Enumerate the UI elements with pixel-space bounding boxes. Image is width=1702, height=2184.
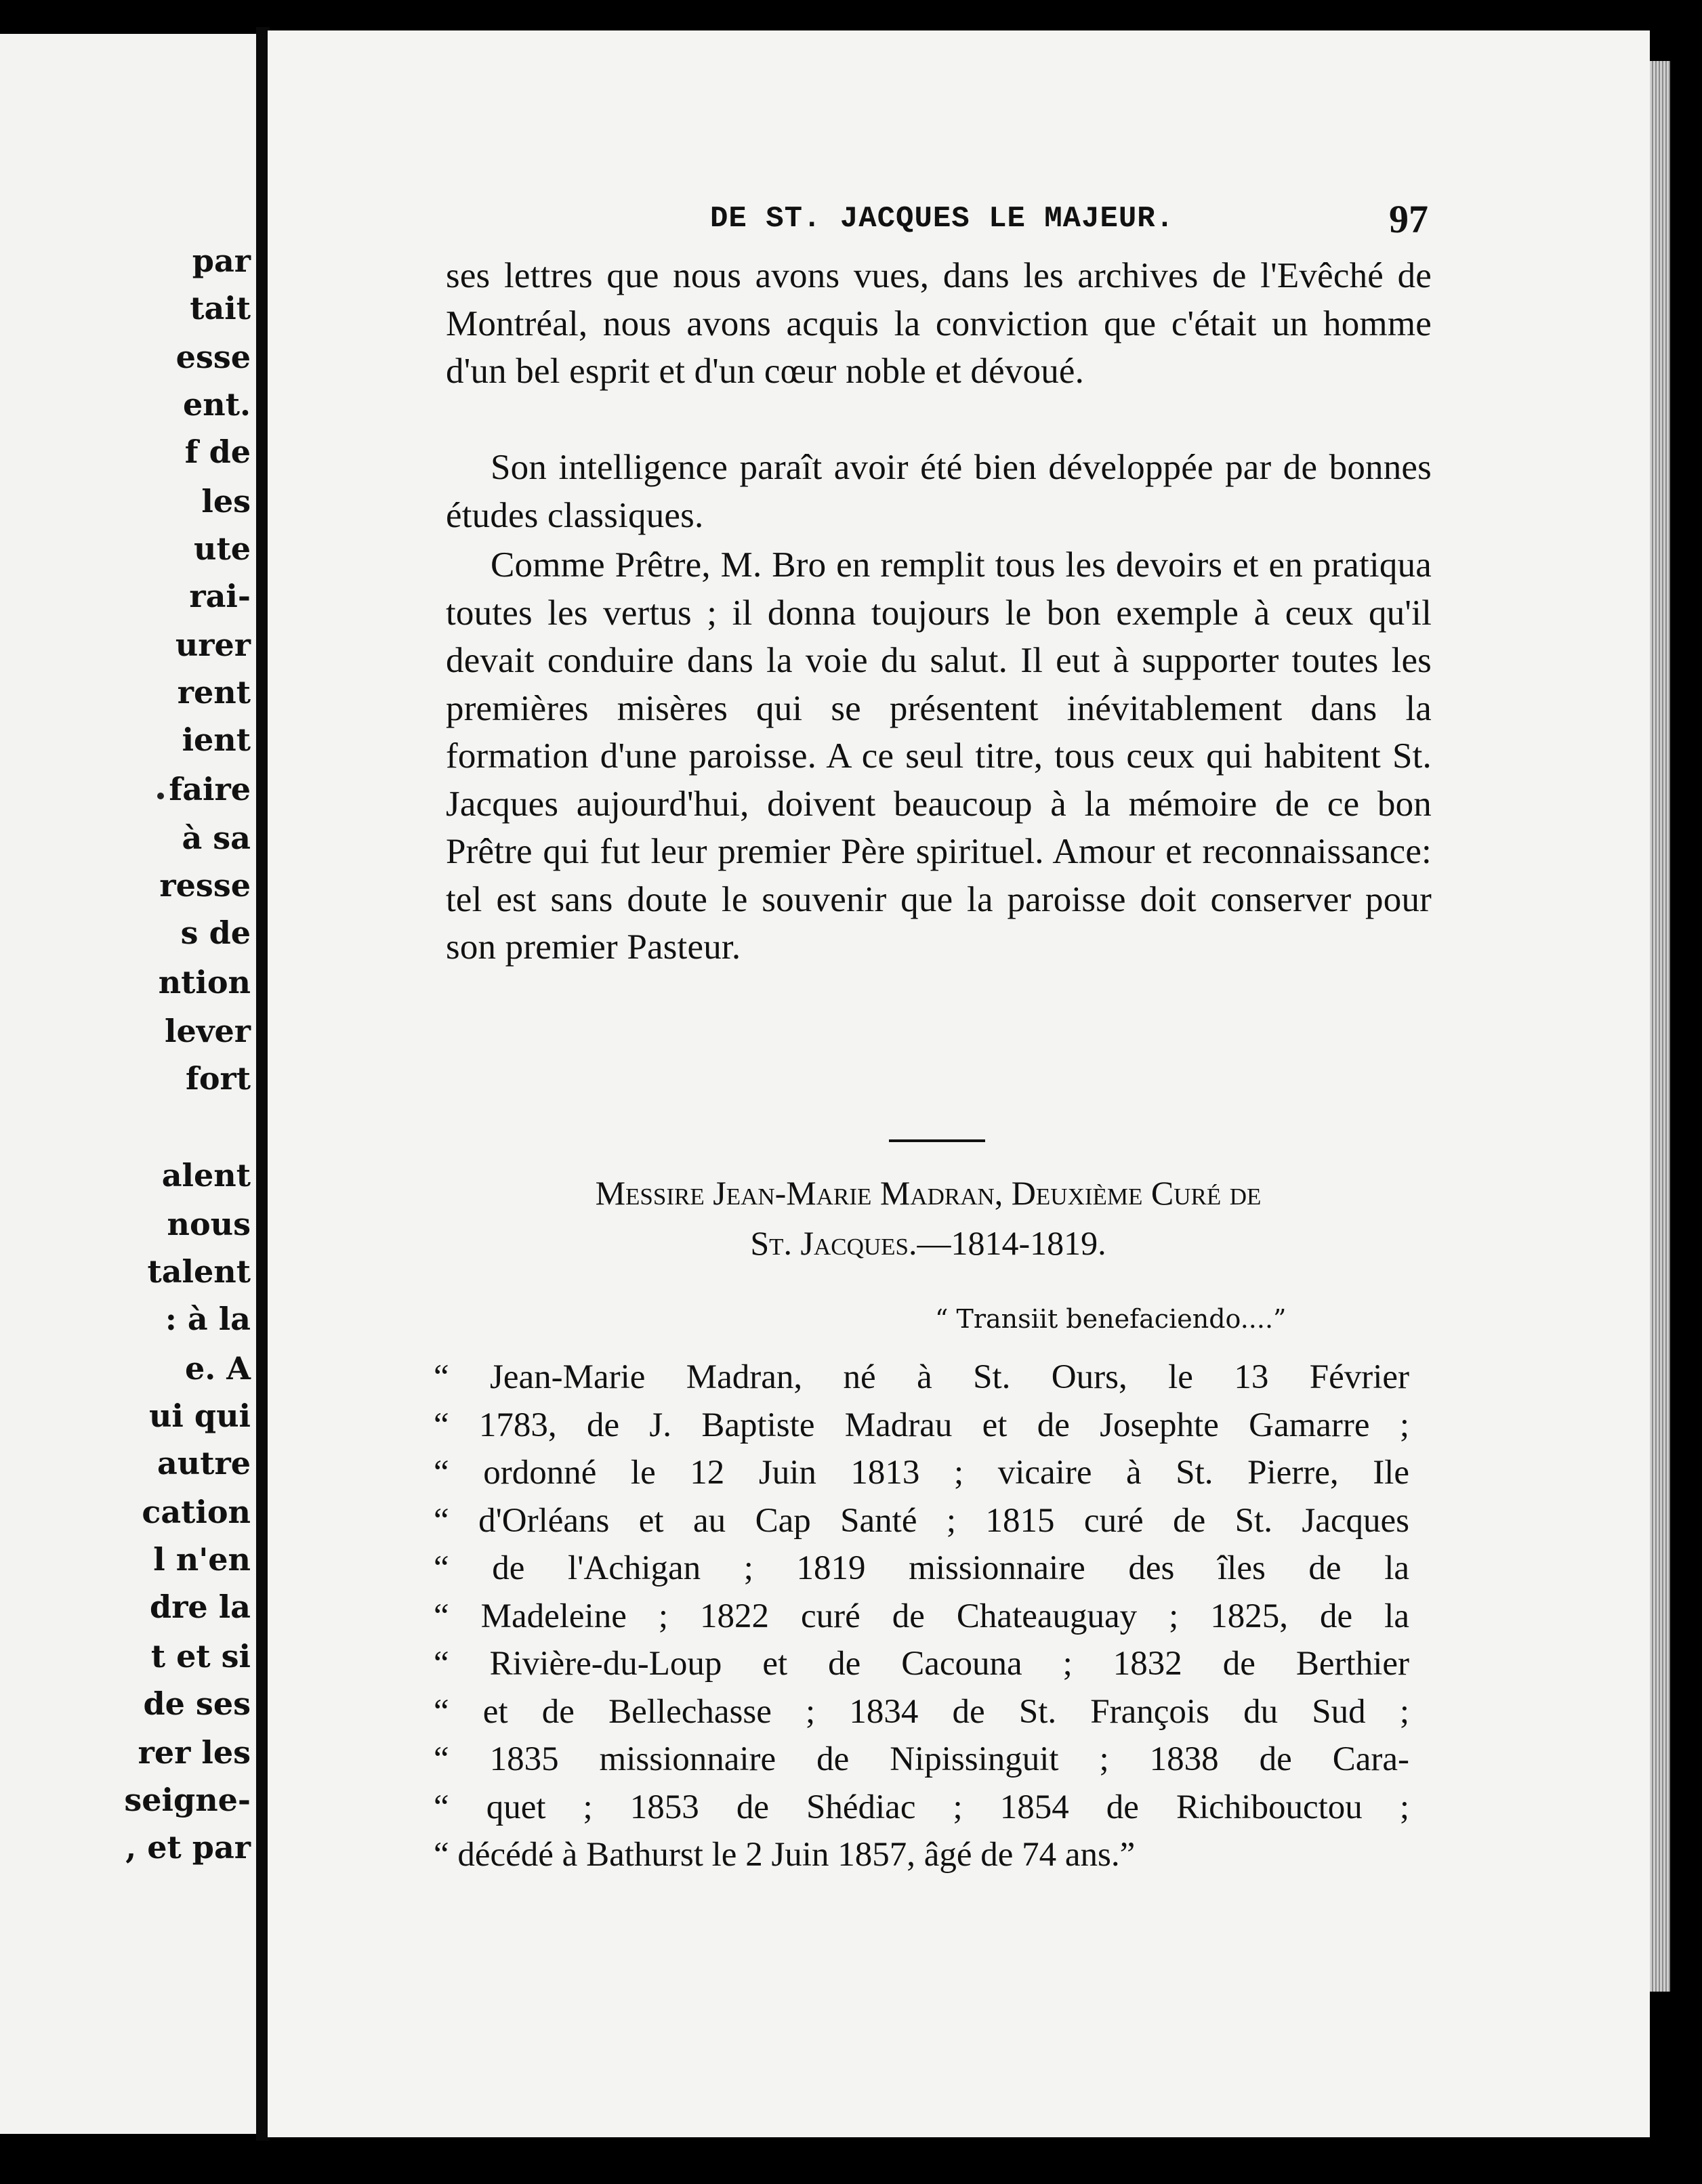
left-page-fragment-line: : à la: [165, 1301, 251, 1337]
ink-speck: [157, 793, 164, 799]
left-page-fragment-line: tait: [190, 290, 251, 327]
left-page-fragment-line: ient: [182, 721, 251, 758]
left-page-fragment-line: faire: [169, 771, 251, 807]
running-title: DE ST. JACQUES LE MAJEUR.: [710, 202, 1175, 236]
epigraph: “ Transiit benefaciendo....”: [935, 1304, 1287, 1334]
left-page-fragment-line: de ses: [143, 1685, 251, 1722]
left-page-fragment-line: lever: [165, 1013, 251, 1049]
left-page-fragment-line: alent: [161, 1157, 251, 1194]
left-page-fragment-line: les: [201, 483, 251, 520]
quote-line: “ d'Orléans et au Cap Santé ; 1815 curé de St. Jacques: [434, 1501, 1409, 1540]
quote-line: “ de l'Achigan ; 1819 missionnaire des îles de la: [434, 1549, 1409, 1587]
left-page-fragment-line: ntion: [158, 964, 251, 1001]
quote-line: “ décédé à Bathurst le 2 Juin 1857, âgé de 74 ans.”: [434, 1836, 1136, 1874]
section-divider: [889, 1139, 985, 1142]
left-page-fragment-line: f de: [184, 434, 251, 470]
left-page-fragment-line: dre la: [150, 1589, 251, 1625]
left-page-fragment: [0, 34, 268, 2134]
section-heading-line-2: St. Jacques.—1814-1819.: [750, 1224, 1106, 1262]
quote-line: “ 1835 missionnaire de Nipissinguit ; 1838 de Cara-: [434, 1740, 1409, 1778]
quote-line: “ 1783, de J. Baptiste Madrau et de Josephte Gamarre ;: [434, 1406, 1409, 1444]
left-page-fragment-line: , et par: [125, 1829, 251, 1866]
page-edge: [1650, 61, 1670, 1992]
page-number: 97: [1389, 197, 1428, 241]
quote-line: “ ordonné le 12 Juin 1813 ; vicaire à St. Pierre, Ile: [434, 1454, 1409, 1492]
paragraph-1: ses lettres que nous avons vues, dans les archives de l'Evêché de Montréal, nous avons acquis la conviction que c'était un homme d'un bel esprit et d'un cœur noble et dévoué.: [446, 256, 1432, 391]
quote-line: “ et de Bellechasse ; 1834 de St. François du Sud ;: [434, 1692, 1409, 1731]
left-page-fragment-line: cation: [142, 1494, 251, 1530]
left-page-fragment-line: nous: [167, 1206, 251, 1242]
left-page-fragment-line: ute: [194, 530, 251, 567]
left-page-fragment-line: rer les: [138, 1734, 251, 1771]
left-page-fragment-line: ui qui: [148, 1398, 251, 1434]
section-heading-line-1: Messire Jean-Marie Madran, Deuxième Curé de: [595, 1174, 1262, 1212]
left-page-fragment-line: t et si: [150, 1638, 251, 1675]
left-page-fragment-line: autre: [157, 1445, 251, 1482]
left-page-fragment-line: rent: [177, 674, 251, 711]
left-page-fragment-line: ent.: [183, 386, 251, 423]
left-page-fragment-line: resse: [159, 867, 251, 904]
left-page-fragment-line: e. A: [185, 1350, 251, 1387]
left-page-fragment-line: s de: [180, 915, 251, 951]
left-page-fragment-line: talent: [147, 1253, 251, 1290]
left-page-fragment-line: urer: [175, 627, 251, 663]
left-page-fragment-line: rai-: [189, 578, 251, 614]
paragraph-3: Comme Prêtre, M. Bro en remplit tous les devoirs et en pratiqua toutes les vertus ; il donna toujours le bon exemple à ceux qu'il devait conduire dans la voie du salut. Il eut à supporter toutes les premières misères qui se présentent inévitablement dans la formation d'une paroisse. A ce seul titre, tous ceux qui habitent St. Jacques aujourd'hui, doivent beaucoup à la mémoire de ce bon Prêtre qui fut leur premier Père spirituel. Amour et reconnaissance: tel est sans doute le souvenir que la paroisse doit conserver pour son premier Pasteur.: [446, 545, 1432, 967]
left-page-fragment-line: à sa: [182, 820, 251, 856]
page-header: [710, 196, 1428, 244]
left-page-fragment-line: esse: [175, 339, 251, 375]
paragraph-2: Son intelligence paraît avoir été bien développée par de bonnes études classiques.: [446, 448, 1432, 535]
left-page-fragment-line: par: [192, 243, 251, 279]
quote-line: “ quet ; 1853 de Shédiac ; 1854 de Richibouctou ;: [434, 1788, 1409, 1826]
left-page-fragment-line: seigne-: [124, 1782, 251, 1818]
quote-line: “ Jean-Marie Madran, né à St. Ours, le 13 Février: [434, 1358, 1409, 1396]
left-page-fragment-line: fort: [186, 1060, 251, 1097]
biography-quote: [434, 1353, 1409, 1879]
quote-line: “ Madeleine ; 1822 curé de Chateauguay ; 1825, de la: [434, 1597, 1409, 1635]
left-page-fragment-line: l n'en: [153, 1541, 251, 1578]
quote-line: “ Rivière-du-Loup et de Cacouna ; 1832 de Berthier: [434, 1645, 1409, 1683]
